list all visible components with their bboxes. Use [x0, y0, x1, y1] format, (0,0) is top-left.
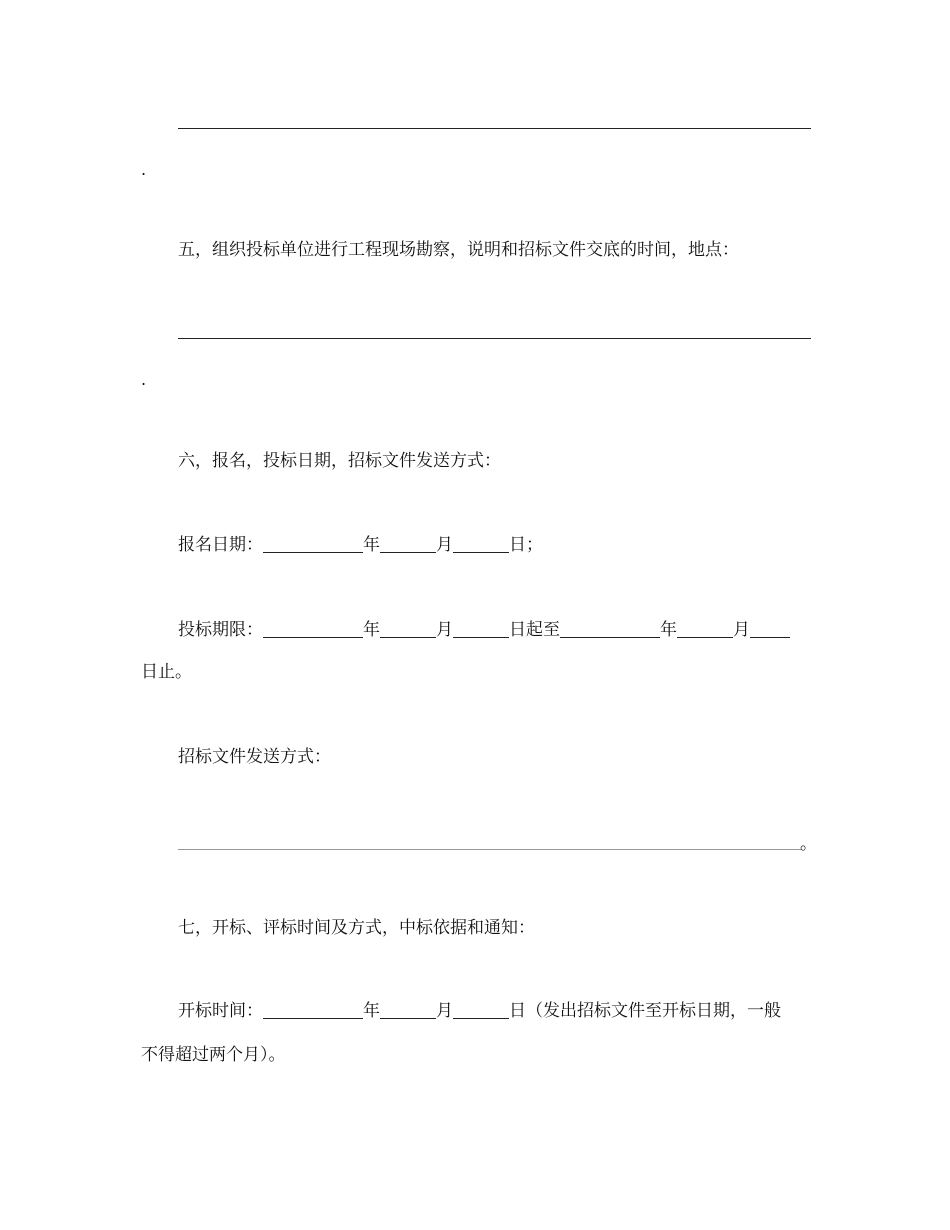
registration-date-label: 报名日期：	[178, 535, 263, 555]
fill-line-2	[178, 338, 811, 339]
section-6-heading: 六，报名，投标日期，招标文件发送方式：	[178, 451, 501, 471]
bid-period-line	[178, 618, 790, 642]
year-label: 年	[363, 1001, 380, 1021]
bid-end-year-blank[interactable]	[560, 619, 660, 638]
send-method-blank[interactable]	[178, 849, 802, 850]
bid-end-day-blank[interactable]	[750, 619, 790, 638]
opening-day-note: 日（发出招标文件至开标日期，一般	[509, 1001, 781, 1021]
period-dot-2: .	[141, 370, 147, 389]
day-label: 日；	[509, 535, 543, 555]
month-label: 月	[436, 620, 453, 640]
opening-time-label: 开标时间：	[178, 1001, 263, 1021]
period-dot-1: .	[141, 160, 147, 179]
month-label: 月	[436, 1001, 453, 1021]
bid-start-month-blank[interactable]	[380, 619, 436, 638]
section-7-heading: 七，开标、评标时间及方式，中标依据和通知：	[178, 918, 535, 938]
year-label: 年	[660, 620, 677, 640]
registration-date-line	[178, 533, 543, 557]
year-label: 年	[363, 535, 380, 555]
month-label: 月	[436, 535, 453, 555]
send-method-period: 。	[800, 834, 817, 854]
open-year-blank[interactable]	[263, 1000, 363, 1019]
bid-end-month-blank[interactable]	[677, 619, 733, 638]
fill-line-1	[178, 128, 811, 129]
bid-start-year-blank[interactable]	[263, 619, 363, 638]
open-day-blank[interactable]	[453, 1000, 509, 1019]
year-label: 年	[363, 620, 380, 640]
month-label: 月	[733, 620, 750, 640]
open-month-blank[interactable]	[380, 1000, 436, 1019]
reg-year-blank[interactable]	[263, 534, 363, 553]
bid-period-until: 日止。	[141, 662, 192, 682]
bid-period-label: 投标期限：	[178, 620, 263, 640]
section-5-heading: 五，组织投标单位进行工程现场勘察，说明和招标文件交底的时间，地点：	[178, 240, 739, 260]
opening-time-line	[178, 999, 781, 1023]
reg-day-blank[interactable]	[453, 534, 509, 553]
opening-note-continued: 不得超过两个月）。	[141, 1045, 286, 1065]
reg-month-blank[interactable]	[380, 534, 436, 553]
from-to-label: 日起至	[509, 620, 560, 640]
bid-start-day-blank[interactable]	[453, 619, 509, 638]
send-method-label: 招标文件发送方式：	[178, 747, 331, 767]
